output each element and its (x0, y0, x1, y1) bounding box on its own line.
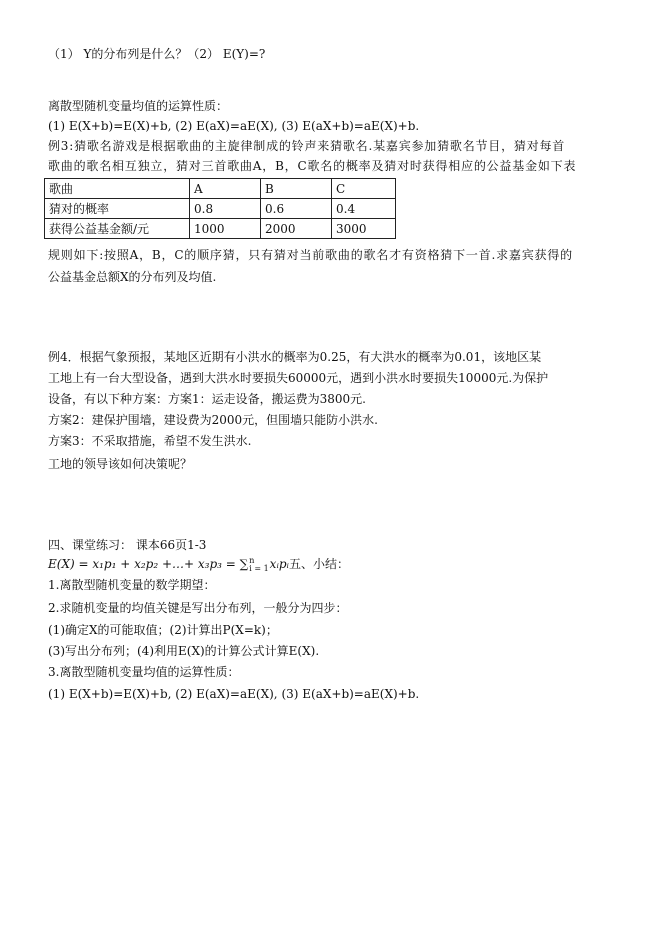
table-cell: 猜对的概率 (45, 199, 190, 219)
table-row (45, 219, 396, 239)
table-cell: 0.4 (332, 199, 396, 219)
summary-item-4: (3)写出分布列；(4)利用E(X)的计算公式计算E(X). (48, 644, 320, 658)
formula-expr: E(X) = x₁p₁ + x₂p₂ +…+ x₃p₃ = ∑ (48, 557, 249, 571)
summary-item-3: (1)确定X的可能取值；(2)计算出P(X=k)； (48, 623, 278, 637)
table-header-cell: C (332, 179, 396, 199)
table-cell: 获得公益基金额/元 (45, 219, 190, 239)
table-cell: 2000 (261, 219, 332, 239)
table-row (45, 199, 396, 219)
example3-rule2: 公益基金总额X的分布列及均值. (48, 270, 217, 284)
summary-item-2: 2.求随机变量的均值关键是写出分布列，一般分为四步： (48, 601, 348, 615)
properties-line: (1) E(X+b)=E(X)+b, (2) E(aX)=aE(X), (3) E(aX+b)=aE(X)+b. (48, 119, 420, 133)
table-header-cell: A (190, 179, 261, 199)
summary-item-5: 3.离散型随机变量均值的运算性质： (48, 665, 240, 679)
example4-line4: 方案2：建保护围墙，建设费为2000元，但围墙只能防小洪水. (48, 413, 378, 427)
table-cell: 3000 (332, 219, 396, 239)
example3-rule1: 规则如下:按照A，B，C的顺序猜，只有猜对当前歌曲的歌名才有资格猜下一首.求嘉宾获得的 (48, 248, 573, 262)
example4-line6: 工地的领导该如何决策呢？ (48, 457, 193, 471)
example4-line2: 工地上有一台大型设备，遇到大洪水时要损失60000元，遇到小洪水时要损失10000元.为保护 (48, 371, 549, 385)
expectation-formula (48, 556, 349, 573)
table-header-cell: B (261, 179, 332, 199)
table-cell: 0.8 (190, 199, 261, 219)
table-header-row (45, 179, 396, 199)
practice-line: 四、课堂练习： 课本66页1-3 (48, 538, 207, 552)
summary-heading: 五、小结： (288, 557, 349, 571)
example4-line1: 例4．根据气象预报，某地区近期有小洪水的概率为0.25，有大洪水的概率为0.01，该地区某 (48, 350, 542, 364)
example4-line5: 方案3：不采取措施，希望不发生洪水. (48, 434, 252, 448)
table-cell: 1000 (190, 219, 261, 239)
formula-tail: xᵢpᵢ (269, 557, 289, 571)
prize-table (44, 178, 396, 239)
formula-sub: i = 1 (249, 563, 269, 573)
table-header-cell: 歌曲 (45, 179, 190, 199)
example4-line3: 设备，有以下种方案：方案1：运走设备，搬运费为3800元. (48, 392, 366, 406)
example3-line1: 例3:猜歌名游戏是根据歌曲的主旋律制成的铃声来猜歌名.某嘉宾参加猜歌名节目，猜对每首 (48, 139, 566, 153)
top-question: （1） Y的分布列是什么？（2） E(Y)=? (48, 47, 266, 61)
formula-sup: n (249, 555, 255, 565)
properties-title: 离散型随机变量均值的运算性质： (48, 99, 229, 113)
summary-item-1: 1.离散型随机变量的数学期望： (48, 578, 216, 592)
example3-line2: 歌曲的歌名相互独立，猜对三首歌曲A，B，C歌名的概率及猜对时获得相应的公益基金如下表 (48, 159, 577, 173)
table-cell: 0.6 (261, 199, 332, 219)
formula-limits (249, 557, 268, 573)
summary-item-6: (1) E(X+b)=E(X)+b, (2) E(aX)=aE(X), (3) E(aX+b)=aE(X)+b. (48, 687, 420, 701)
